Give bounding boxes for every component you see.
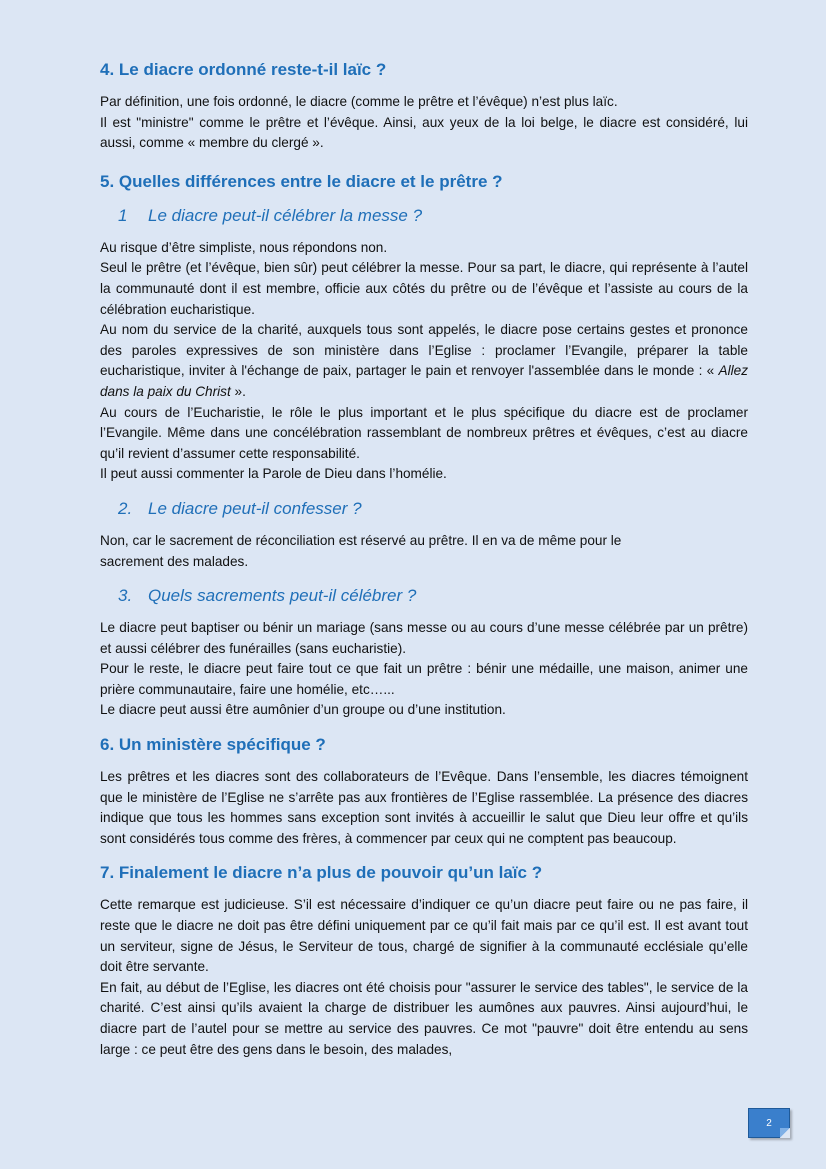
document-page (100, 60, 748, 1060)
subsection-number: 2. (118, 498, 133, 518)
subsection-5-1-heading (118, 206, 748, 226)
subsection-number: 3. (118, 586, 133, 606)
subsection-number: 1 (118, 205, 128, 225)
subsection-5-2-paragraph-1: Non, car le sacrement de réconciliation est réservé au prêtre. Il en va de même pour le sacrement des malades. (100, 532, 622, 569)
subsection-5-3-heading (118, 586, 748, 606)
section-5-heading: 5. Quelles différences entre le diacre et le prêtre ? (100, 171, 503, 191)
subsection-5-1-paragraph-1: Au risque d’être simpliste, nous répondons non. (100, 239, 388, 255)
subsection-5-2-heading (118, 499, 748, 519)
subsection-title: Le diacre peut-il confesser ? (148, 498, 362, 518)
section-7-paragraph-1: Cette remarque est judicieuse. S’il est nécessaire d’indiquer ce qu’un diacre peut faire ou ne pas faire, il reste que le diacre ne doit pas être défini uniquement par ce qu’il fait mais par ce qu’il est. Il est avant tout un serviteur, signe de Jésus, le Serviteur de tous, chargé de signifier à la communauté ecclésiale qu’elle doit être servante. (100, 897, 748, 975)
subsection-5-3-paragraph-3: Le diacre peut aussi être aumônier d’un groupe ou d’une institution. (100, 702, 506, 718)
section-6-heading: 6. Un ministère spécifique ? (100, 735, 326, 755)
subsection-5-1-paragraph-5: Il peut aussi commenter la Parole de Dieu dans l’homélie. (100, 466, 447, 482)
italic-quote: Allez dans la paix du Christ (100, 363, 748, 399)
text-run: Au nom du service de la charité, auxquels tous sont appelés, le diacre pose certains gestes et prononce des paroles expressives de son ministère dans l’Eglise : proclamer l’Evangile, préparer la table eucharistique, inviter à l'échange de paix, partager le pain et renvoyer l'assemblée dans le monde : « (100, 322, 748, 379)
section-4-heading: 4. Le diacre ordonné reste-t-il laïc ? (100, 60, 387, 79)
subsection-5-1-paragraph-3 (100, 320, 748, 402)
subsection-title: Le diacre peut-il célébrer la messe ? (148, 205, 423, 225)
subsection-5-1-paragraph-2: Seul le prêtre (et l’évêque, bien sûr) peut célébrer la messe. Pour sa part, le diacre, qui représente à l’autel la communauté dont il est membre, officie aux côtés du prêtre ou de l’évêque et l’assiste au cours de la célébration eucharistique. (100, 260, 748, 317)
subsection-5-3-paragraph-1: Le diacre peut baptiser ou bénir un mariage (sans messe ou au cours d’une messe célébrée par un prêtre) et aussi célébrer des funérailles (sans eucharistie). (100, 620, 748, 656)
section-6-paragraph-1: Les prêtres et les diacres sont des collaborateurs de l’Evêque. Dans l’ensemble, les diacres témoignent que le ministère de l’Eglise ne s’arrête pas aux frontières de l’Eglise rassemblée. La présence des diacres indique que tous les hommes sans exception sont invités à accueillir le salut que Dieu leur offre et qu’ils sont considérés tous comme des frères, à commencer par ceux qui ne comptent pas beaucoup. (100, 769, 748, 846)
subsection-5-3-paragraph-2: Pour le reste, le diacre peut faire tout ce que fait un prêtre : bénir une médaille, une maison, animer une prière communautaire, faire une homélie, etc…... (100, 661, 748, 697)
text-run: ». (230, 383, 246, 399)
subsection-5-1-paragraph-4: Au cours de l’Eucharistie, le rôle le plus important et le plus spécifique du diacre est de proclamer l’Evangile. Même dans une concélébration rassemblant de nombreux prêtres et évêques, c’est au diacre qu’il revient d’assumer cette responsabilité. (100, 404, 748, 461)
section-7-paragraph-2: En fait, au début de l’Eglise, les diacres ont été choisis pour "assurer le service des tables", le service de la charité. C’est ainsi qu’ils avaient la charge de distribuer les aumônes aux pauvres. Ainsi aujourd’hui, le diacre part de l’autel pour se mettre au service des pauvres. Ce mot "pauvre" doit être entendu au sens large : ce peut être des gens dans le besoin, des malades, (100, 979, 748, 1057)
section-4-paragraph-1: Par définition, une fois ordonné, le diacre (comme le prêtre et l’évêque) n’est plus laïc. (100, 94, 618, 109)
section-7-heading: 7. Finalement le diacre n’a plus de pouvoir qu’un laïc ? (100, 863, 543, 883)
page-number-badge (748, 1108, 790, 1138)
subsection-title: Quels sacrements peut-il célébrer ? (148, 586, 417, 606)
page-number: 2 (766, 1117, 772, 1129)
section-4-paragraph-2: Il est "ministre" comme le prêtre et l’évêque. Ainsi, aux yeux de la loi belge, le diacre est considéré, lui aussi, comme « membre du clergé ». (100, 114, 748, 151)
